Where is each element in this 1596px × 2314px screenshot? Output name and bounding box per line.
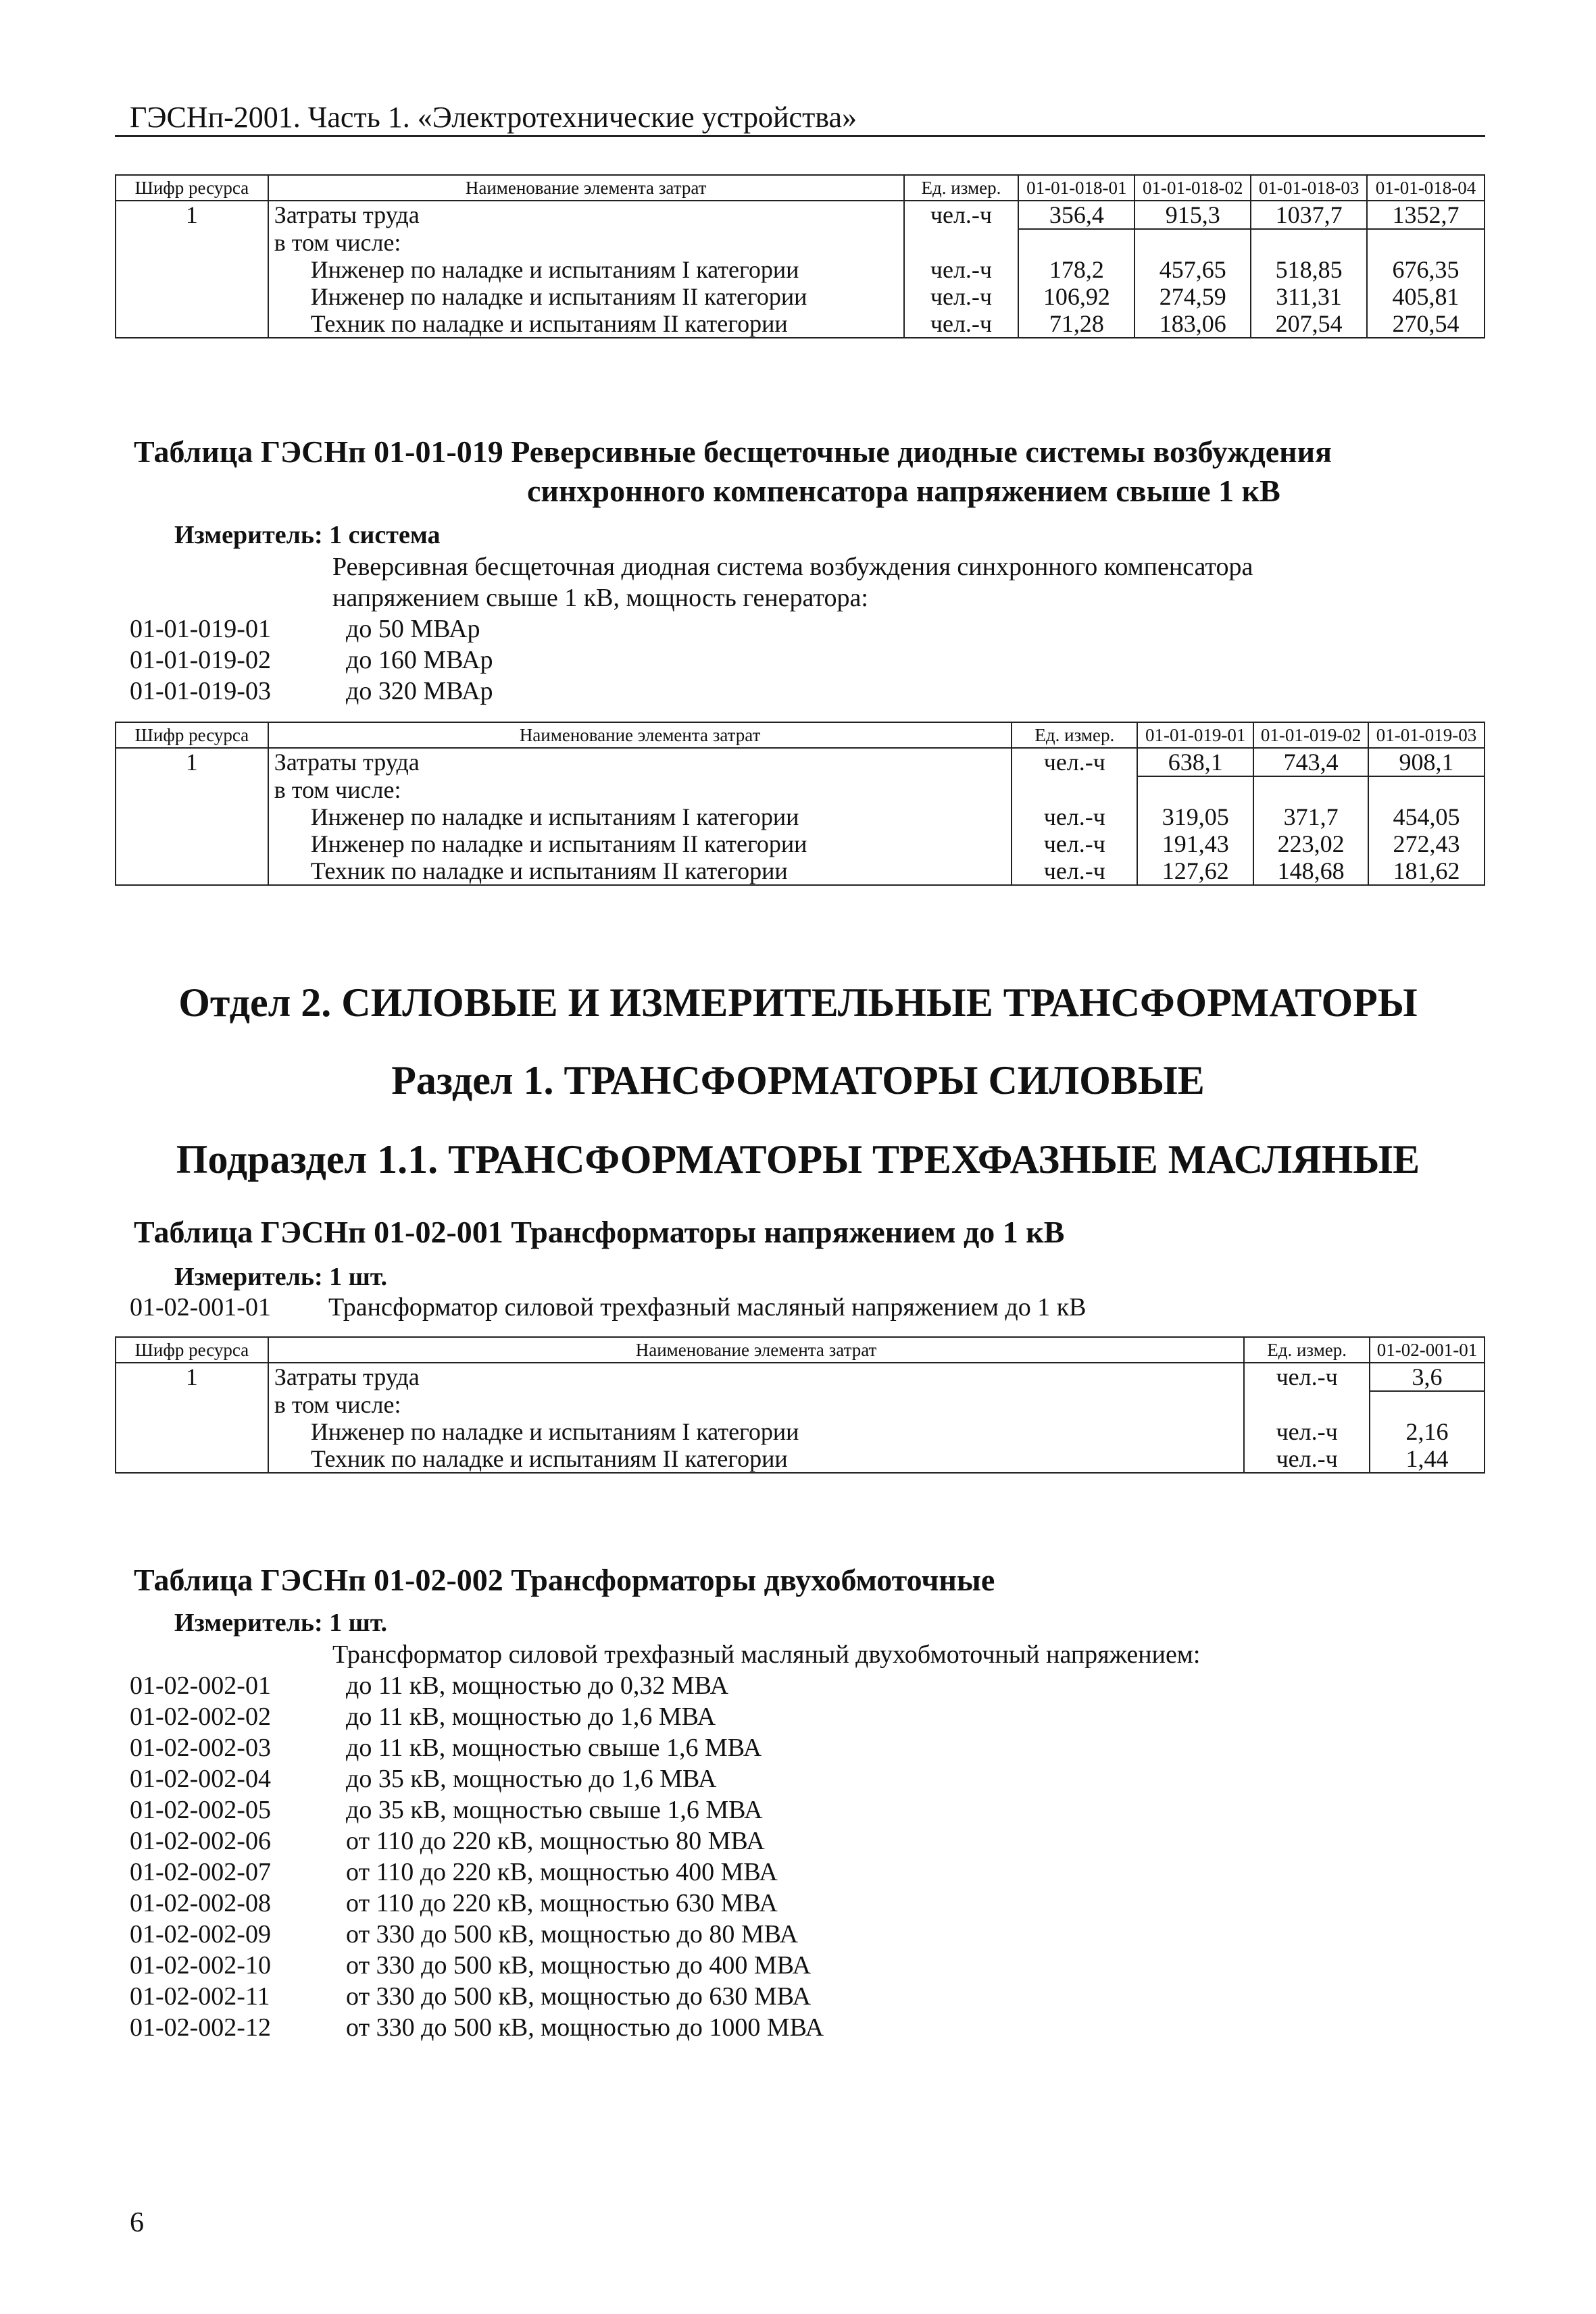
row-value: 371,7 <box>1253 803 1368 830</box>
row-unit: чел.-ч <box>904 310 1019 338</box>
item-code: 01-02-002-03 <box>130 1734 271 1762</box>
list-item <box>130 1732 762 1763</box>
row-name: Техник по наладке и испытаниям II категории <box>268 1445 1244 1473</box>
measure-unit: Измеритель: 1 система <box>174 521 441 549</box>
item-code: 01-02-002-02 <box>130 1703 271 1731</box>
item-code: 01-01-019-02 <box>130 646 271 674</box>
row-value: 183,06 <box>1134 310 1251 338</box>
col-header-name: Наименование элемента затрат <box>268 175 904 201</box>
item-code: 01-02-002-01 <box>130 1671 271 1700</box>
row-value <box>1134 229 1251 256</box>
list-item <box>130 676 493 707</box>
measure-unit: Измеритель: 1 шт. <box>174 1263 388 1291</box>
row-value <box>1367 229 1485 256</box>
item-code: 01-01-019-01 <box>130 615 271 643</box>
measure-unit: Измеритель: 1 шт. <box>174 1609 388 1637</box>
row-value: 71,28 <box>1018 310 1134 338</box>
row-unit: чел.-ч <box>1244 1418 1370 1445</box>
row-code <box>116 256 268 283</box>
row-value: 1,44 <box>1370 1445 1485 1473</box>
col-header-value: 01-01-019-02 <box>1253 722 1368 748</box>
item-code: 01-02-002-06 <box>130 1827 271 1855</box>
row-name: Инженер по наладке и испытаниям I категории <box>268 256 904 283</box>
item-code: 01-02-002-05 <box>130 1796 271 1824</box>
col-header-unit: Ед. измер. <box>1244 1337 1370 1363</box>
row-value: 274,59 <box>1134 283 1251 310</box>
row-name: Инженер по наладке и испытаниям I категории <box>268 803 1012 830</box>
row-unit: чел.-ч <box>1012 803 1137 830</box>
row-value: 915,3 <box>1134 201 1251 229</box>
item-text: до 11 кВ, мощностью до 1,6 МВА <box>346 1703 716 1731</box>
row-code <box>116 1391 268 1418</box>
col-header-code: Шифр ресурса <box>116 722 268 748</box>
item-text: до 35 кВ, мощностью до 1,6 МВА <box>346 1765 717 1793</box>
row-value: 207,54 <box>1251 310 1367 338</box>
row-value: 270,54 <box>1367 310 1485 338</box>
row-value: 356,4 <box>1018 201 1134 229</box>
row-value: 676,35 <box>1367 256 1485 283</box>
row-value: 908,1 <box>1368 748 1485 776</box>
row-value: 181,62 <box>1368 857 1485 885</box>
list-item <box>130 1919 798 1950</box>
row-unit: чел.-ч <box>904 201 1019 229</box>
section-heading-podrazdel: Подраздел 1.1. ТРАНСФОРМАТОРЫ ТРЕХФАЗНЫЕ МАСЛЯНЫЕ <box>176 1137 1420 1182</box>
row-code <box>116 1445 268 1473</box>
row-unit: чел.-ч <box>904 283 1019 310</box>
row-name: Инженер по наладке и испытаниям I категории <box>268 1418 1244 1445</box>
item-code: 01-02-002-04 <box>130 1765 271 1793</box>
item-code: 01-02-001-01 <box>130 1293 271 1322</box>
list-item <box>130 1794 763 1826</box>
row-value <box>1251 229 1367 256</box>
row-value: 127,62 <box>1137 857 1253 885</box>
col-header-value: 01-01-018-03 <box>1251 175 1367 201</box>
item-text: от 110 до 220 кВ, мощностью 630 МВА <box>346 1889 778 1917</box>
row-value: 311,31 <box>1251 283 1367 310</box>
row-code: 1 <box>116 201 268 229</box>
list-item <box>130 645 493 676</box>
row-code <box>116 310 268 338</box>
row-name: в том числе: <box>268 776 1012 803</box>
row-value: 148,68 <box>1253 857 1368 885</box>
row-code <box>116 857 268 885</box>
list-item <box>130 1826 765 1857</box>
row-value: 319,05 <box>1137 803 1253 830</box>
description-continued: напряжением свыше 1 кВ, мощность генератора: <box>332 584 868 612</box>
page-number: 6 <box>130 2207 144 2238</box>
row-value <box>1370 1391 1485 1418</box>
item-code: 01-02-002-11 <box>130 1982 270 2011</box>
list-item <box>130 1981 811 2012</box>
item-text: Трансформатор силовой трехфазный масляный напряжением до 1 кВ <box>328 1293 1087 1322</box>
col-header-code: Шифр ресурса <box>116 175 268 201</box>
item-text: до 11 кВ, мощностью свыше 1,6 МВА <box>346 1734 762 1762</box>
table-row <box>116 830 1485 857</box>
row-value <box>1368 776 1485 803</box>
col-header-unit: Ед. измер. <box>904 175 1019 201</box>
item-text: до 320 МВАр <box>346 677 493 705</box>
row-value: 405,81 <box>1367 283 1485 310</box>
row-name: Инженер по наладке и испытаниям II категории <box>268 283 904 310</box>
row-unit: чел.-ч <box>904 256 1019 283</box>
item-text: от 110 до 220 кВ, мощностью 400 МВА <box>346 1858 778 1886</box>
row-value: 1037,7 <box>1251 201 1367 229</box>
row-name: Техник по наладке и испытаниям II категории <box>268 857 1012 885</box>
list-item <box>130 1950 811 1981</box>
list-item <box>130 613 480 645</box>
col-header-value: 01-01-018-01 <box>1018 175 1134 201</box>
table-row <box>116 229 1485 256</box>
row-code <box>116 776 268 803</box>
item-code: 01-02-002-10 <box>130 1951 271 1980</box>
item-code: 01-02-002-12 <box>130 2013 271 2042</box>
row-unit <box>1244 1391 1370 1418</box>
row-unit: чел.-ч <box>1012 857 1137 885</box>
section-heading-otdel: Отдел 2. СИЛОВЫЕ И ИЗМЕРИТЕЛЬНЫЕ ТРАНСФОРМАТОРЫ <box>178 980 1418 1025</box>
col-header-value: 01-01-018-04 <box>1367 175 1485 201</box>
table-row <box>116 803 1485 830</box>
row-code: 1 <box>116 748 268 776</box>
row-name: Затраты труда <box>268 201 904 229</box>
list-item <box>130 2012 824 2043</box>
table-row <box>116 748 1485 776</box>
row-value: 638,1 <box>1137 748 1253 776</box>
row-value: 1352,7 <box>1367 201 1485 229</box>
row-value: 106,92 <box>1018 283 1134 310</box>
item-text: от 330 до 500 кВ, мощностью до 80 МВА <box>346 1920 799 1948</box>
table-title: Таблица ГЭСНп 01-02-001 Трансформаторы напряжением до 1 кВ <box>134 1215 1065 1249</box>
row-value <box>1253 776 1368 803</box>
list-item <box>130 1888 778 1919</box>
row-name: Инженер по наладке и испытаниям II категории <box>268 830 1012 857</box>
list-item <box>130 1670 728 1701</box>
table-01-01-019 <box>115 722 1485 886</box>
item-text: до 160 МВАр <box>346 646 493 674</box>
table-title-continued: синхронного компенсатора напряжением свыше 1 кВ <box>527 474 1280 508</box>
row-code: 1 <box>116 1363 268 1391</box>
row-name: в том числе: <box>268 229 904 256</box>
row-unit <box>904 229 1019 256</box>
item-text: до 35 кВ, мощностью свыше 1,6 МВА <box>346 1796 763 1824</box>
table-title: Таблица ГЭСНп 01-01-019 Реверсивные бесщеточные диодные системы возбуждения <box>134 434 1332 469</box>
header-rule <box>115 135 1485 137</box>
table-row <box>116 1363 1485 1391</box>
row-value: 3,6 <box>1370 1363 1485 1391</box>
row-code <box>116 1418 268 1445</box>
item-text: от 330 до 500 кВ, мощностью до 1000 МВА <box>346 2013 824 2042</box>
table-row <box>116 776 1485 803</box>
item-code: 01-02-002-08 <box>130 1889 271 1917</box>
row-unit <box>1012 776 1137 803</box>
description: Трансформатор силовой трехфазный масляный двухобмоточный напряжением: <box>332 1640 1201 1669</box>
col-header-name: Наименование элемента затрат <box>268 1337 1244 1363</box>
table-row <box>116 283 1485 310</box>
row-unit: чел.-ч <box>1012 830 1137 857</box>
item-text: от 330 до 500 кВ, мощностью до 400 МВА <box>346 1951 812 1980</box>
row-name: Затраты труда <box>268 1363 1244 1391</box>
item-text: до 50 МВАр <box>346 615 480 643</box>
table-01-02-001 <box>115 1336 1485 1474</box>
row-value: 223,02 <box>1253 830 1368 857</box>
row-name: в том числе: <box>268 1391 1244 1418</box>
row-unit: чел.-ч <box>1244 1445 1370 1473</box>
row-value: 2,16 <box>1370 1418 1485 1445</box>
row-value: 743,4 <box>1253 748 1368 776</box>
row-code <box>116 229 268 256</box>
table-row <box>116 1391 1485 1418</box>
row-value: 191,43 <box>1137 830 1253 857</box>
col-header-code: Шифр ресурса <box>116 1337 268 1363</box>
row-name: Затраты труда <box>268 748 1012 776</box>
section-heading-razdel: Раздел 1. ТРАНСФОРМАТОРЫ СИЛОВЫЕ <box>391 1058 1205 1103</box>
col-header-value: 01-02-001-01 <box>1370 1337 1485 1363</box>
table-row <box>116 1445 1485 1473</box>
row-value: 272,43 <box>1368 830 1485 857</box>
row-code <box>116 830 268 857</box>
row-value: 454,05 <box>1368 803 1485 830</box>
col-header-name: Наименование элемента затрат <box>268 722 1012 748</box>
col-header-unit: Ед. измер. <box>1012 722 1137 748</box>
description: Реверсивная бесщеточная диодная система возбуждения синхронного компенсатора <box>332 553 1253 581</box>
list-item <box>130 1292 1087 1323</box>
row-code <box>116 803 268 830</box>
col-header-value: 01-01-019-01 <box>1137 722 1253 748</box>
table-row <box>116 857 1485 885</box>
running-header: ГЭСНп-2001. Часть 1. «Электротехнические устройства» <box>130 101 857 134</box>
item-text: от 330 до 500 кВ, мощностью до 630 МВА <box>346 1982 812 2011</box>
item-code: 01-01-019-03 <box>130 677 271 705</box>
row-unit: чел.-ч <box>1244 1363 1370 1391</box>
row-value <box>1137 776 1253 803</box>
row-value: 518,85 <box>1251 256 1367 283</box>
table-01-01-018 <box>115 174 1485 338</box>
row-value: 457,65 <box>1134 256 1251 283</box>
item-text: до 11 кВ, мощностью до 0,32 МВА <box>346 1671 729 1700</box>
list-item <box>130 1701 716 1732</box>
table-row <box>116 1418 1485 1445</box>
table-row <box>116 201 1485 229</box>
list-item <box>130 1857 778 1888</box>
table-title: Таблица ГЭСНп 01-02-002 Трансформаторы двухобмоточные <box>134 1563 995 1597</box>
row-code <box>116 283 268 310</box>
table-row <box>116 310 1485 338</box>
item-code: 01-02-002-09 <box>130 1920 271 1948</box>
col-header-value: 01-01-018-02 <box>1134 175 1251 201</box>
item-code: 01-02-002-07 <box>130 1858 271 1886</box>
row-value <box>1018 229 1134 256</box>
row-unit: чел.-ч <box>1012 748 1137 776</box>
item-text: от 110 до 220 кВ, мощностью 80 МВА <box>346 1827 765 1855</box>
row-value: 178,2 <box>1018 256 1134 283</box>
col-header-value: 01-01-019-03 <box>1368 722 1485 748</box>
list-item <box>130 1763 716 1794</box>
row-name: Техник по наладке и испытаниям II категории <box>268 310 904 338</box>
table-row <box>116 256 1485 283</box>
